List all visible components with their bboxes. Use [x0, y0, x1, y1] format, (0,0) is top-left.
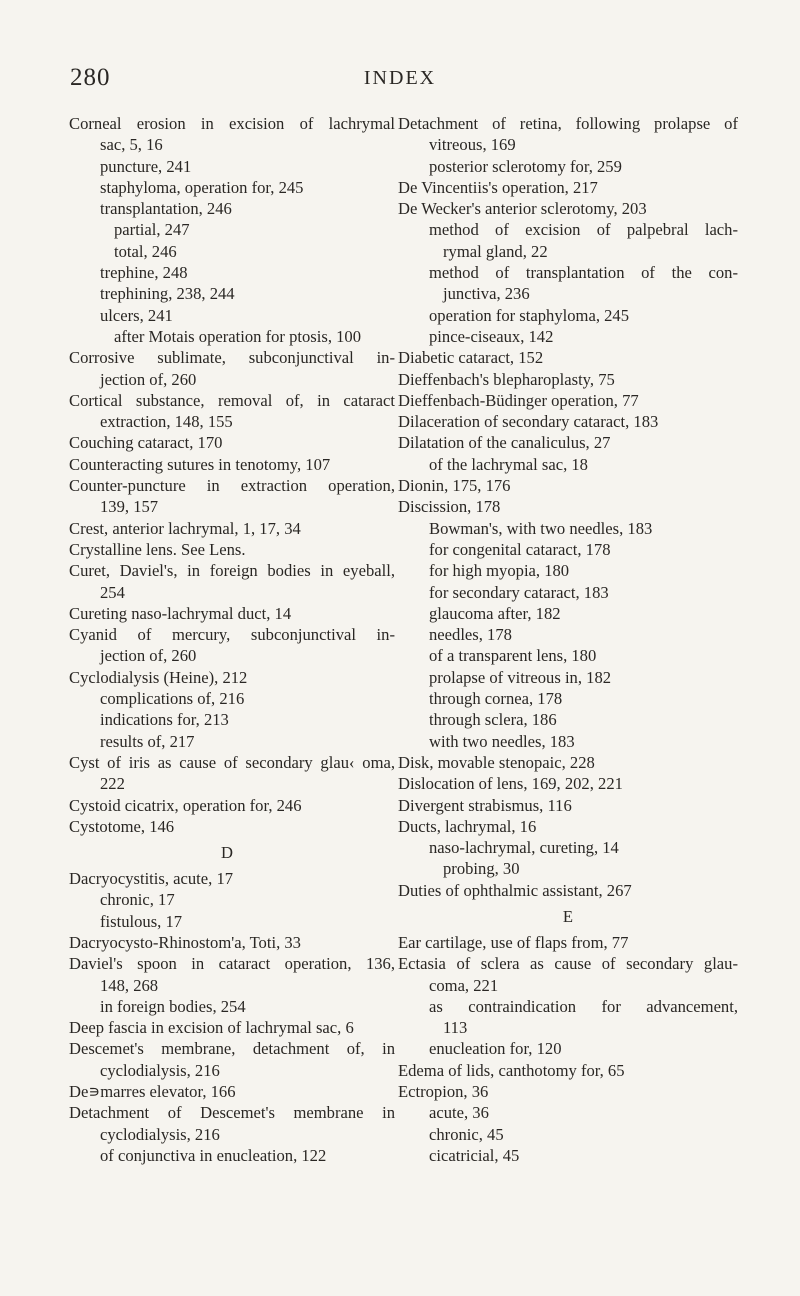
index-entry: De∍marres elevator, 166 [69, 1082, 236, 1102]
index-subentry: 113 [443, 1018, 468, 1038]
index-subentry: indications for, 213 [100, 710, 229, 730]
index-subentry: cyclodialysis, 216 [100, 1124, 220, 1144]
index-entry: Daviel's spoon in cataract operation, 136, [69, 954, 395, 974]
index-entry: Cortical substance, removal of, in cataract [69, 390, 395, 410]
index-subentry: probing, 30 [443, 859, 520, 879]
index-entry: Ectasia of sclera as cause of secondary glau- [398, 954, 738, 974]
index-subentry: chronic, 45 [429, 1124, 504, 1144]
index-entry: Ducts, lachrymal, 16 [398, 816, 537, 836]
index-subentry: cicatricial, 45 [429, 1145, 520, 1165]
index-subentry: trephining, 238, 244 [100, 284, 235, 304]
index-subentry: jection of, 260 [100, 646, 197, 666]
index-subentry: chronic, 17 [100, 890, 175, 910]
index-entry: Dacryocysto-Rhinostom'a, Toti, 33 [69, 932, 301, 952]
index-subentry: enucleation for, 120 [429, 1039, 562, 1059]
index-entry: Crystalline lens. See Lens. [69, 539, 246, 559]
index-entry: Cyst of iris as cause of secondary glau‹ oma, [69, 752, 395, 772]
index-entry: Cyclodialysis (Heine), 212 [69, 667, 248, 687]
index-entry: Crest, anterior lachrymal, 1, 17, 34 [69, 518, 301, 538]
index-entry: Corneal erosion in excision of lachrymal [69, 114, 395, 133]
index-subentry: method of transplantation of the con- [429, 263, 738, 283]
index-subentry: fistulous, 17 [100, 911, 183, 931]
index-entry: Edema of lids, canthotomy for, 65 [398, 1060, 625, 1080]
index-entry: Dionin, 175, 176 [398, 476, 511, 496]
index-subentry: ulcers, 241 [100, 305, 173, 325]
index-subentry: pince-ciseaux, 142 [429, 326, 554, 346]
index-entry: Deep fascia in excision of lachrymal sac, 6 [69, 1018, 354, 1038]
index-entry: Cystotome, 146 [69, 816, 175, 836]
index-subentry: posterior sclerotomy for, 259 [429, 156, 622, 176]
index-entry: Dilaceration of secondary cataract, 183 [398, 412, 659, 432]
index-entry: Discission, 178 [398, 497, 501, 517]
index-entry: Divergent strabismus, 116 [398, 795, 572, 815]
index-subentry: trephine, 248 [100, 263, 188, 283]
index-entry: Cureting naso-lachrymal duct, 14 [69, 603, 292, 623]
index-entry: Dilatation of the canaliculus, 27 [398, 433, 611, 453]
index-subentry: of the lachrymal sac, 18 [429, 454, 588, 474]
index-subentry: junctiva, 236 [443, 284, 530, 304]
index-subentry: operation for staphyloma, 245 [429, 305, 630, 325]
index-entry: Cyanid of mercury, subconjunctival in- [69, 625, 395, 645]
page-title: INDEX [363, 67, 437, 89]
index-subentry: method of excision of palpebral lach- [429, 220, 738, 240]
index-subentry: prolapse of vitreous in, 182 [429, 667, 612, 687]
index-entry: Counteracting sutures in tenotomy, 107 [69, 454, 331, 474]
index-subentry: acute, 36 [429, 1103, 489, 1123]
index-subentry: jection of, 260 [100, 369, 197, 389]
page-header [70, 64, 730, 94]
index-subentry: needles, 178 [429, 625, 512, 645]
index-subentry: total, 246 [114, 241, 177, 261]
index-subentry: after Motais operation for ptosis, 100 [114, 326, 362, 346]
index-subentry: cyclodialysis, 216 [100, 1060, 220, 1080]
index-entry: De Wecker's anterior sclerotomy, 203 [398, 199, 647, 219]
index-subentry: extraction, 148, 155 [100, 412, 233, 432]
index-subentry: vitreous, 169 [429, 135, 516, 155]
index-entry: Disk, movable stenopaic, 228 [398, 752, 595, 772]
index-entry: Dislocation of lens, 169, 202, 221 [398, 774, 623, 794]
index-subentry: 254 [100, 582, 125, 602]
index-subentry: Bowman's, with two needles, 183 [429, 518, 653, 538]
page-number: 280 [70, 64, 111, 91]
index-entry: Descemet's membrane, detachment of, in [69, 1039, 395, 1059]
left-index-column [69, 113, 395, 1166]
index-entry: Corrosive sublimate, subconjunctival in- [69, 348, 395, 368]
index-entry: Couching cataract, 170 [69, 433, 223, 453]
index-subentry: partial, 247 [114, 220, 190, 240]
index-entry: Ear cartilage, use of flaps from, 77 [398, 932, 629, 952]
index-subentry: for secondary cataract, 183 [429, 582, 609, 602]
index-subentry: sac, 5, 16 [100, 135, 163, 155]
index-subentry: glaucoma after, 182 [429, 603, 561, 623]
index-entry: Dieffenbach's blepharoplasty, 75 [398, 369, 615, 389]
index-subentry: in foreign bodies, 254 [100, 996, 246, 1016]
section-letter: E [562, 906, 574, 926]
index-entry: Duties of ophthalmic assistant, 267 [398, 880, 632, 900]
index-subentry: of a transparent lens, 180 [429, 646, 597, 666]
index-subentry: coma, 221 [429, 975, 499, 995]
index-subentry: 222 [100, 774, 125, 794]
index-entry: Detachment of retina, following prolapse of [398, 114, 738, 133]
index-subentry: as contraindication for advancement, [429, 996, 738, 1016]
index-entry: Curet, Daviel's, in foreign bodies in eyeball, [69, 561, 395, 581]
index-entry: Dacryocystitis, acute, 17 [69, 869, 234, 889]
index-subentry: rymal gland, 22 [443, 241, 548, 261]
index-entry: Counter-puncture in extraction operation, [69, 476, 395, 496]
index-subentry: results of, 217 [100, 731, 195, 751]
index-entry: Detachment of Descemet's membrane in [69, 1103, 395, 1123]
index-subentry: through sclera, 186 [429, 710, 557, 730]
index-entry: Diabetic cataract, 152 [398, 348, 544, 368]
right-index-column [398, 113, 738, 1166]
index-subentry: transplantation, 246 [100, 199, 232, 219]
index-subentry: staphyloma, operation for, 245 [100, 177, 304, 197]
index-entry: De Vincentiis's operation, 217 [398, 177, 598, 197]
index-subentry: puncture, 241 [100, 156, 192, 176]
index-subentry: naso-lachrymal, cureting, 14 [429, 838, 619, 858]
index-subentry: 139, 157 [100, 497, 159, 517]
index-subentry: for congenital cataract, 178 [429, 539, 611, 559]
index-entry: Cystoid cicatrix, operation for, 246 [69, 795, 302, 815]
index-subentry: with two needles, 183 [429, 731, 575, 751]
index-subentry: of conjunctiva in enucleation, 122 [100, 1145, 327, 1165]
index-subentry: complications of, 216 [100, 689, 245, 709]
index-subentry: for high myopia, 180 [429, 561, 570, 581]
index-entry: Dieffenbach-Büdinger operation, 77 [398, 390, 639, 410]
index-entry: Ectropion, 36 [398, 1082, 489, 1102]
index-subentry: through cornea, 178 [429, 689, 563, 709]
index-subentry: 148, 268 [100, 975, 159, 995]
section-letter: D [221, 843, 233, 863]
